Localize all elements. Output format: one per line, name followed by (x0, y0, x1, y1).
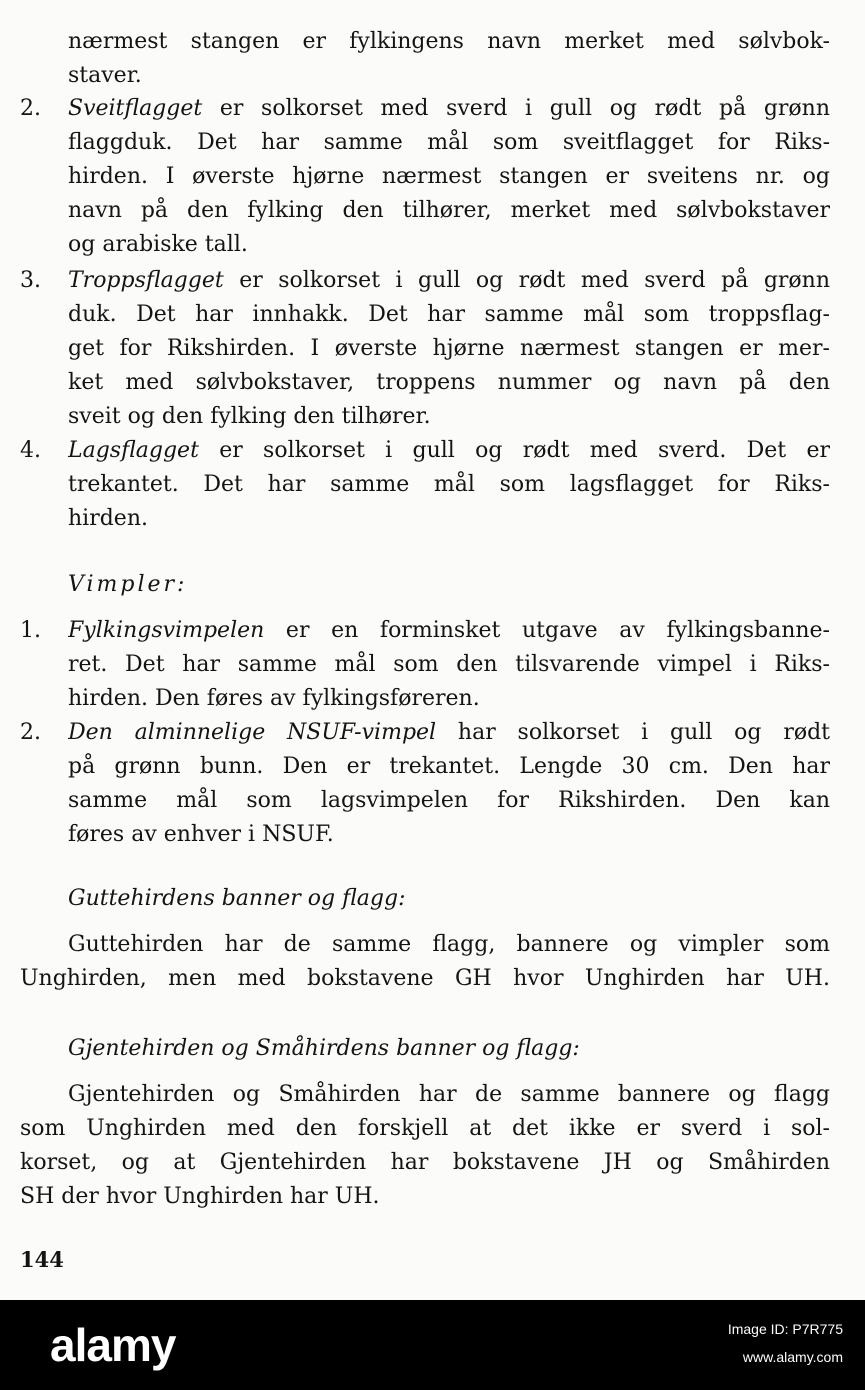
text-line: hirden. I øverste hjørne nærmest stangen er sveitens nr. og (68, 164, 830, 189)
text-line: nærmest stangen er fylkingens navn merket med sølvbok- (68, 29, 830, 54)
text-line: og arabiske tall. (68, 232, 248, 257)
text-line: ket med sølvbokstaver, troppens nummer og navn på den (68, 370, 830, 395)
watermark-logo: alamy (50, 1319, 176, 1371)
list-item-troppsflagget: 3. Troppsflagget er solkorset i gull og rødt med sverd på grønn (20, 268, 830, 293)
list-item-lagsflagget: 4. Lagsflagget er solkorset i gull og rødt med sverd. Det er (20, 438, 830, 463)
term-troppsflagget: Troppsflagget (68, 268, 224, 293)
text-line: get for Rikshirden. I øverste hjørne nærmest stangen er mer- (68, 336, 830, 361)
section-heading-gjentehirden: Gjentehirden og Småhirdens banner og flagg: (68, 1036, 580, 1061)
text-line: korset, og at Gjentehirden har bokstavene JH og Småhirden (20, 1150, 830, 1175)
text-line: staver. (68, 63, 142, 88)
watermark-image-id: Image ID: P7R775 (727, 1321, 843, 1337)
text-line: Gjentehirden og Småhirden har de samme bannere og flagg (68, 1082, 830, 1107)
text-line: Guttehirden har de samme flagg, bannere og vimpler som (68, 932, 830, 957)
text-line: trekantet. Det har samme mål som lagsflagget for Riks- (68, 472, 830, 497)
section-heading-vimpler: Vimpler: (68, 572, 188, 597)
watermark-site: www.alamy.com (742, 1349, 843, 1365)
term-fylkingsvimpelen: Fylkingsvimpelen (68, 618, 265, 643)
text-line: hirden. Den føres av fylkingsføreren. (68, 686, 480, 711)
text-line: samme mål som lagsvimpelen for Rikshirden. Den kan (68, 788, 830, 813)
text-line: navn på den fylking den tilhører, merket med sølvbokstaver (68, 198, 830, 223)
section-heading-guttehirden: Guttehirdens banner og flagg: (68, 886, 406, 911)
text-line: sveit og den fylking den tilhører. (68, 404, 431, 429)
text-line: på grønn bunn. Den er trekantet. Lengde 30 cm. Den har (68, 754, 830, 779)
text-line: flaggduk. Det har samme mål som sveitflagget for Riks- (68, 130, 830, 155)
text-line: Unghirden, men med bokstavene GH hvor Unghirden har UH. (20, 966, 830, 991)
text-line: SH der hvor Unghirden har UH. (20, 1184, 380, 1209)
text-line: føres av enhver i NSUF. (68, 822, 334, 847)
page-number: 144 (20, 1247, 64, 1272)
text-line: duk. Det har innhakk. Det har samme mål som troppsflag- (68, 302, 830, 327)
list-item-fylkingsvimpelen: 1. Fylkingsvimpelen er en forminsket utgave av fylkingsbanne- (20, 618, 830, 643)
text-line: ret. Det har samme mål som den tilsvarende vimpel i Riks- (68, 652, 830, 677)
list-item-nsuf-vimpel: 2. Den alminnelige NSUF-vimpel har solkorset i gull og rødt (20, 720, 830, 745)
list-item-sveitflagget: 2. Sveitflagget er solkorset med sverd i gull og rødt på grønn (20, 96, 830, 121)
text-line: som Unghirden med den forskjell at det ikke er sverd i sol- (20, 1116, 830, 1141)
text-line: hirden. (68, 506, 148, 531)
term-lagsflagget: Lagsflagget (68, 438, 199, 463)
term-sveitflagget: Sveitflagget (68, 96, 203, 121)
term-nsuf-vimpel: Den alminnelige NSUF-vimpel (68, 720, 437, 745)
